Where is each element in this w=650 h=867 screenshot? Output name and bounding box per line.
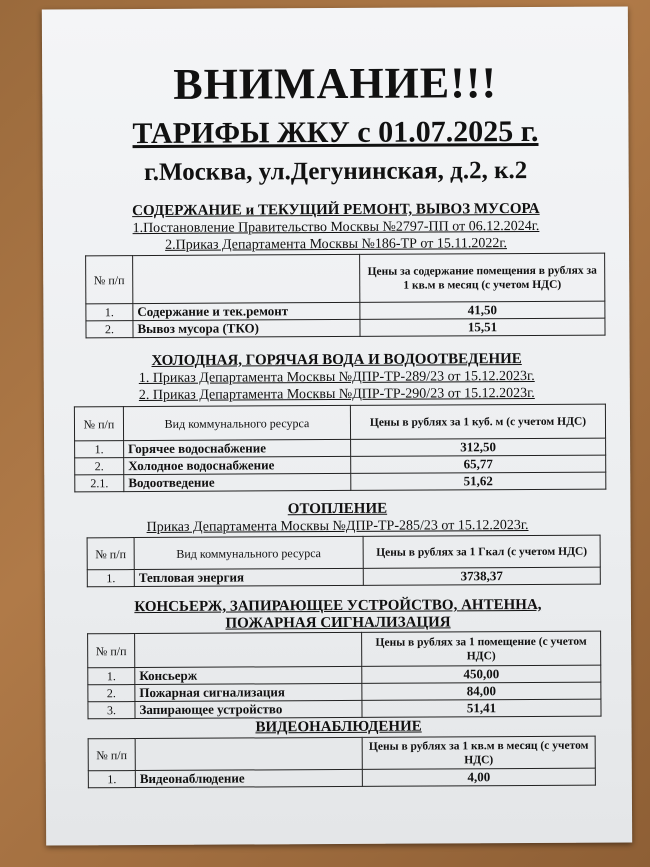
row-name: Видеонаблюдение [135, 769, 362, 787]
row-name: Запирающее устройство [135, 700, 362, 718]
section-water-title: ХОЛОДНАЯ, ГОРЯЧАЯ ВОДА И ВОДООТВЕДЕНИЕ [151, 351, 522, 369]
col-name-header [135, 632, 362, 667]
row-name: Тепловая энергия [134, 568, 363, 586]
row-name: Консьерж [135, 666, 362, 684]
section-video-title: ВИДЕОНАБЛЮДЕНИЕ [255, 718, 422, 736]
section-heating-ref: Приказ Департамента Москвы №ДПР-ТР-285/23 от 15.12.2023г. [146, 517, 529, 535]
video-table [88, 736, 596, 789]
row-number: 2.1. [75, 475, 124, 492]
row-number: 1. [88, 771, 135, 788]
section-water-ref-1: 1. Приказ Департамента Москвы №ДПР-ТР-289/23 от 15.12.2023г. [138, 368, 535, 387]
row-value: 51,41 [362, 699, 601, 717]
row-value: 450,00 [362, 665, 601, 683]
col-price-header: Цены в рублях за 1 кв.м в месяц (с учетом НДС) [362, 736, 595, 769]
row-value: 65,77 [351, 455, 606, 473]
row-name: Водоотведение [124, 473, 351, 491]
row-value: 15,51 [360, 318, 605, 336]
table-header-row [88, 736, 595, 771]
notice-sheet [42, 6, 632, 845]
maintenance-table [85, 253, 605, 339]
heating-table [87, 535, 601, 588]
col-price-header: Цены за содержание помещения в рублях за 1 кв.м в месяц (с учетом НДС) [360, 253, 605, 302]
section-maintenance-ref-1: 1.Постановление Правительство Москвы №2797-ПП от 06.12.2024г. [132, 218, 540, 237]
section-concierge-title-2: ПОЖАРНАЯ СИГНАЛИЗАЦИЯ [225, 614, 451, 632]
row-number: 3. [88, 702, 135, 719]
table-row [88, 768, 595, 788]
col-name-header: Вид коммунального ресурса [134, 536, 363, 569]
row-name: Содержание и тек.ремонт [133, 302, 360, 320]
row-name: Горячее водоснабжение [124, 439, 351, 457]
row-number: 1. [87, 570, 134, 587]
section-heating-title: ОТОПЛЕНИЕ [287, 500, 388, 518]
row-value: 84,00 [362, 682, 601, 700]
section-maintenance-ref-2: 2.Приказ Департамента Москвы №186-ТР от 15.11.2022г. [165, 236, 508, 253]
row-value: 51,62 [351, 472, 606, 490]
table-row [87, 567, 600, 587]
tariffs-heading: ТАРИФЫ ЖКУ с 01.07.2025 г. [132, 114, 539, 151]
row-value: 3738,37 [363, 567, 600, 585]
table-header-row [86, 253, 605, 304]
row-value: 312,50 [351, 438, 606, 456]
col-price-header: Цены в рублях за 1 Гкал (с учетом НДС) [363, 535, 600, 568]
col-num-header: № п/п [87, 538, 134, 570]
row-number: 2. [86, 321, 133, 338]
address-line: г.Москва, ул.Дегунинская, д.2, к.2 [144, 157, 528, 187]
row-number: 1. [88, 668, 135, 685]
row-value: 4,00 [362, 768, 595, 786]
row-name: Вывоз мусора (ТКО) [133, 319, 360, 337]
section-maintenance-title: СОДЕРЖАНИЕ и ТЕКУЩИЙ РЕМОНТ, ВЫВОЗ МУСОРА [132, 200, 540, 220]
notice-title: ВНИМАНИЕ!!! [173, 58, 498, 109]
section-concierge-title-1: КОНСЬЕРЖ, ЗАПИРАЮЩЕЕ УСТРОЙСТВО, АНТЕННА, [134, 596, 542, 616]
col-num-header: № п/п [88, 634, 135, 668]
concierge-table [87, 631, 601, 720]
col-price-header: Цены в рублях за 1 куб. м (с учетом НДС) [350, 404, 605, 439]
table-row [88, 699, 601, 719]
col-name-header: Вид коммунального ресурса [123, 405, 350, 440]
row-name: Холодное водоснабжение [124, 456, 351, 474]
col-price-header: Цены в рублях за 1 помещение (с учетом НДС) [362, 631, 601, 666]
col-num-header: № п/п [86, 256, 133, 304]
row-name: Пожарная сигнализация [135, 683, 362, 701]
col-num-header: № п/п [88, 739, 135, 771]
section-water-ref-2: 2. Приказ Департамента Москвы №ДПР-ТР-290/23 от 15.12.2023г. [138, 385, 535, 404]
table-header-row [88, 631, 601, 668]
table-header-row [87, 535, 600, 570]
col-num-header: № п/п [74, 407, 123, 441]
table-header-row [74, 404, 605, 441]
row-value: 41,50 [360, 301, 605, 319]
water-table [74, 404, 606, 493]
row-number: 1. [75, 441, 124, 458]
row-number: 2. [75, 458, 124, 475]
table-row [75, 472, 606, 492]
col-name-header [135, 737, 362, 770]
table-row [86, 318, 605, 338]
row-number: 2. [88, 685, 135, 702]
col-name-header [133, 254, 360, 303]
row-number: 1. [86, 304, 133, 321]
